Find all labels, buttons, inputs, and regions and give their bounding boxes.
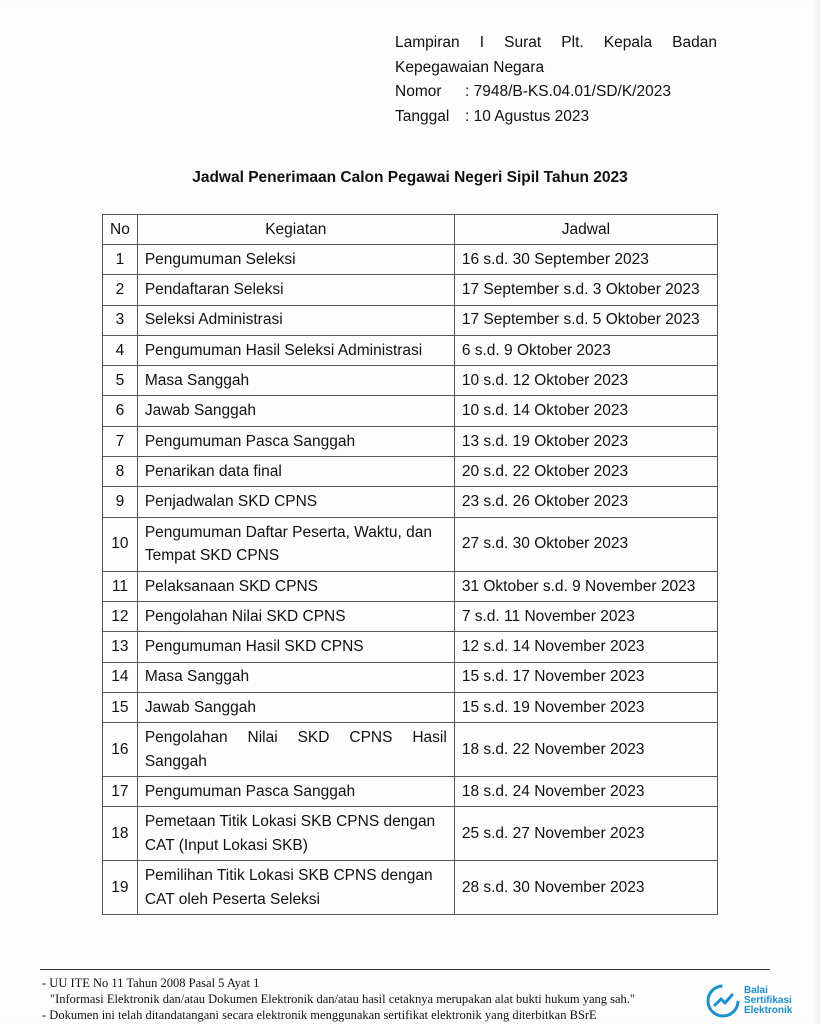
tanggal-row [395, 105, 717, 130]
table-row [103, 571, 718, 601]
bsre-logo-text [744, 986, 792, 1016]
row-kegiatan: Pengumuman Pasca Sanggah [137, 777, 454, 807]
row-no: 19 [103, 861, 138, 915]
footer-line-3: - Dokumen ini telah ditandatangani secara elektronik menggunakan sertifikat elektronik yang diterbitkan BSrE [42, 1008, 597, 1022]
bsre-logo [706, 984, 792, 1018]
row-jadwal: 12 s.d. 14 November 2023 [454, 632, 717, 662]
row-jadwal: 17 September s.d. 5 Oktober 2023 [454, 305, 717, 335]
row-no: 13 [103, 632, 138, 662]
row-kegiatan: Penarikan data final [137, 457, 454, 487]
footer-divider [40, 969, 770, 970]
row-kegiatan: Masa Sanggah [137, 366, 454, 396]
row-kegiatan: Jawab Sanggah [137, 692, 454, 722]
header-kegiatan: Kegiatan [137, 215, 454, 245]
row-no: 11 [103, 571, 138, 601]
row-kegiatan: Pemilihan Titik Lokasi SKB CPNS dengan CAT oleh Peserta Seleksi [137, 861, 454, 915]
table-row [103, 396, 718, 426]
table-row [103, 335, 718, 365]
row-kegiatan: Penjadwalan SKD CPNS [137, 487, 454, 517]
row-jadwal: 15 s.d. 19 November 2023 [454, 692, 717, 722]
logo-line-3: Elektronik [744, 1005, 793, 1016]
row-jadwal: 20 s.d. 22 Oktober 2023 [454, 457, 717, 487]
row-no: 1 [103, 245, 138, 275]
table-row [103, 723, 718, 777]
row-no: 4 [103, 335, 138, 365]
tanggal-value: : 10 Agustus 2023 [465, 107, 590, 125]
row-jadwal: 25 s.d. 27 November 2023 [454, 807, 717, 861]
footer-line-1: - UU ITE No 11 Tahun 2008 Pasal 5 Ayat 1 [42, 976, 260, 990]
row-kegiatan-text: Pengolahan Nilai SKD CPNS Hasil Sanggah [144, 729, 447, 770]
row-kegiatan: Pengumuman Hasil Seleksi Administrasi [137, 335, 454, 365]
row-kegiatan: Pengumuman Daftar Peserta, Waktu, dan Tempat SKD CPNS [137, 517, 454, 571]
row-jadwal: 10 s.d. 14 Oktober 2023 [454, 396, 717, 426]
table-row [103, 275, 718, 305]
row-no: 6 [103, 396, 138, 426]
row-kegiatan: Jawab Sanggah [137, 396, 454, 426]
schedule-table [102, 214, 718, 915]
footer-line-2: "Informasi Elektronik dan/atau Dokumen Elektronik dan/atau hasil cetaknya merupakan alat bukti hukum yang sah." [50, 992, 636, 1006]
row-jadwal: 23 s.d. 26 Oktober 2023 [454, 487, 717, 517]
logo-line-1: Balai [744, 985, 768, 996]
table-row [103, 305, 718, 335]
header-line-2: Kepegawaian Negara [395, 58, 545, 76]
row-no: 3 [103, 305, 138, 335]
header-line-1: Lampiran I Surat Plt. Kepala Badan [395, 34, 717, 51]
row-jadwal: 6 s.d. 9 Oktober 2023 [454, 335, 717, 365]
row-jadwal: 18 s.d. 24 November 2023 [454, 777, 717, 807]
table-row [103, 807, 718, 861]
row-jadwal: 13 s.d. 19 Oktober 2023 [454, 426, 717, 456]
row-kegiatan: Pengolahan Nilai SKD CPNS [137, 601, 454, 631]
row-no: 16 [103, 723, 138, 777]
logo-line-2: Sertifikasi [744, 995, 792, 1006]
table-row [103, 662, 718, 692]
row-no: 9 [103, 487, 138, 517]
table-row [103, 457, 718, 487]
row-jadwal: 10 s.d. 12 Oktober 2023 [454, 366, 717, 396]
row-kegiatan: Seleksi Administrasi [137, 305, 454, 335]
table-row [103, 777, 718, 807]
table-row [103, 426, 718, 456]
header-jadwal: Jadwal [454, 215, 717, 245]
row-no: 10 [103, 517, 138, 571]
row-no: 15 [103, 692, 138, 722]
row-jadwal: 16 s.d. 30 September 2023 [454, 245, 717, 275]
row-no: 12 [103, 601, 138, 631]
row-no: 8 [103, 457, 138, 487]
footer-notes [42, 975, 702, 1023]
row-jadwal: 17 September s.d. 3 Oktober 2023 [454, 275, 717, 305]
row-kegiatan: Pengumuman Hasil SKD CPNS [137, 632, 454, 662]
row-no: 7 [103, 426, 138, 456]
letter-header [395, 31, 717, 129]
table-header-row [103, 215, 718, 245]
table-row [103, 245, 718, 275]
nomor-label: Nomor [395, 83, 442, 100]
row-no: 17 [103, 777, 138, 807]
row-jadwal: 18 s.d. 22 November 2023 [454, 723, 717, 777]
row-jadwal: 28 s.d. 30 November 2023 [454, 861, 717, 915]
row-kegiatan: Pengumuman Pasca Sanggah [137, 426, 454, 456]
table-row [103, 692, 718, 722]
table-row [103, 517, 718, 571]
row-kegiatan: Pendaftaran Seleksi [137, 275, 454, 305]
table-body [103, 245, 718, 915]
row-kegiatan: Pemetaan Titik Lokasi SKB CPNS dengan CAT (Input Lokasi SKB) [137, 807, 454, 861]
header-no: No [103, 215, 138, 245]
row-jadwal: 7 s.d. 11 November 2023 [454, 601, 717, 631]
table-row [103, 366, 718, 396]
table-row [103, 487, 718, 517]
row-no: 18 [103, 807, 138, 861]
table-row [103, 601, 718, 631]
row-jadwal: 31 Oktober s.d. 9 November 2023 [454, 571, 717, 601]
nomor-row [395, 80, 717, 105]
bsre-logo-icon [706, 984, 740, 1018]
row-kegiatan: Pelaksanaan SKD CPNS [137, 571, 454, 601]
row-no: 14 [103, 662, 138, 692]
table-row [103, 632, 718, 662]
row-no: 2 [103, 275, 138, 305]
row-jadwal: 27 s.d. 30 Oktober 2023 [454, 517, 717, 571]
nomor-value: : 7948/B-KS.04.01/SD/K/2023 [465, 83, 671, 100]
row-no: 5 [103, 366, 138, 396]
row-kegiatan [137, 723, 454, 777]
tanggal-label: Tanggal [395, 107, 450, 125]
row-kegiatan: Masa Sanggah [137, 662, 454, 692]
row-kegiatan: Pengumuman Seleksi [137, 245, 454, 275]
table-row [103, 861, 718, 915]
row-jadwal: 15 s.d. 17 November 2023 [454, 662, 717, 692]
document-title: Jadwal Penerimaan Calon Pegawai Negeri Sipil Tahun 2023 [192, 169, 628, 186]
